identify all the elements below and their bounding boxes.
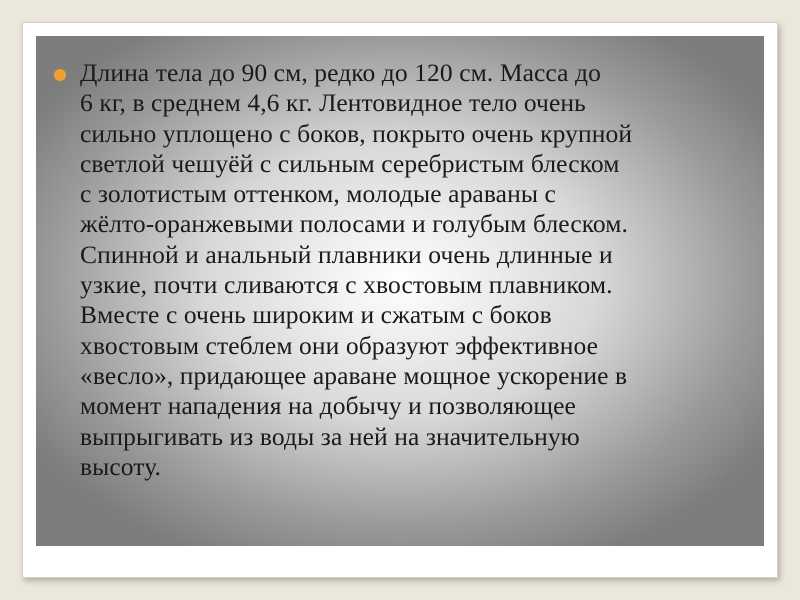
text-line: Спинной и анальный плавники очень длинные и	[80, 239, 613, 269]
text-line: с золотистым оттенком, молодые араваны с	[80, 179, 556, 209]
bullet-dot	[54, 69, 66, 81]
text-line: хвостовым стеблем они образуют эффективное	[80, 330, 599, 360]
text-line: Вместе с очень широким и сжатым с боков	[80, 300, 552, 330]
text-line: «весло», придающее араване мощное ускорение в	[80, 360, 628, 390]
text-line: Длина тела до 90 см, редко до 120 см. Масса до	[80, 58, 601, 87]
text-line: светлой чешуёй с сильным серебристым блеском	[80, 148, 620, 178]
text-line: узкие, почти сливаются с хвостовым плавником.	[80, 270, 613, 300]
text-line: выпрыгивать из воды за ней на значительную	[80, 421, 580, 451]
bullet-text	[80, 58, 770, 482]
text-line: 6 кг, в среднем 4,6 кг. Лентовидное тело очень	[80, 88, 586, 118]
text-line: жёлто-оранжевыми полосами и голубым блеском.	[80, 209, 629, 239]
text-line: сильно уплощено с боков, покрыто очень крупной	[80, 118, 633, 148]
text-line: момент нападения на добычу и позволяющее	[80, 391, 576, 421]
text-line: высоту.	[80, 451, 161, 481]
